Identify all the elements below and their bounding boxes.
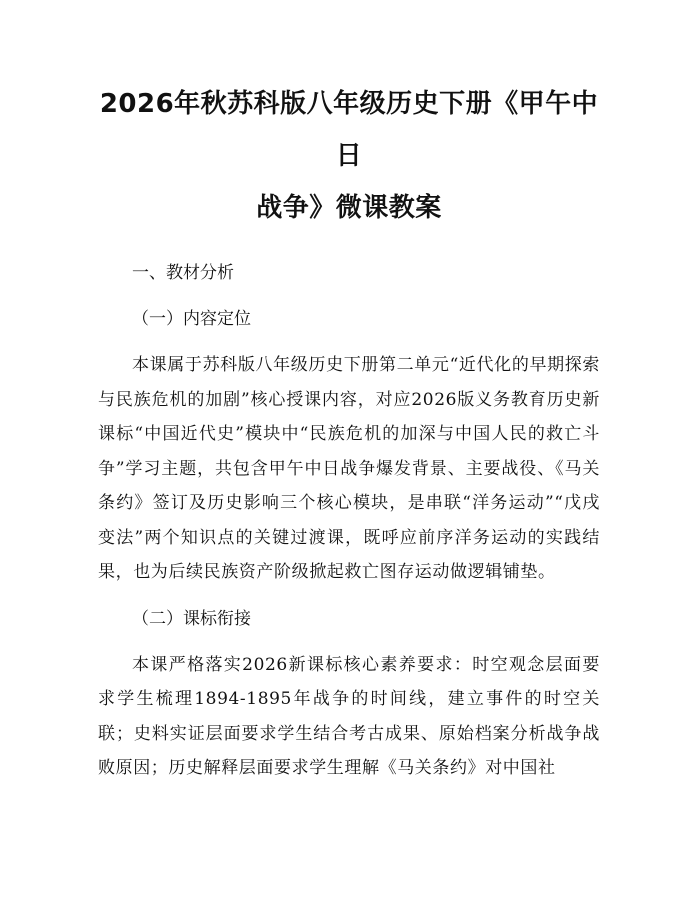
document-title [98, 78, 600, 234]
title-line-1: 2026年秋苏科版八年级历史下册《甲午中日 [99, 89, 599, 171]
section-heading-teaching-material-analysis: 一、教材分析 [132, 263, 234, 283]
title-line-2: 战争》微课教案 [256, 193, 442, 223]
paragraph-content-positioning: 本课属于苏科版八年级历史下册第二单元“近代化的早期探索与民族危机的加剧”核心授课内容，对应2026版义务教育历史新课标“中国近代史”模块中“民族危机的加深与中国人民的救亡斗争”学习主题，共包含甲午中日战争爆发背景、主要战役、《马关条约》签订及历史影响三个核心模块，是串联“洋务运动”“戊戌变法”两个知识点的关键过渡课，既呼应前序洋务运动的实践结果，也为后续民族资产阶级掀起救亡图存运动做逻辑铺垫。 [98, 355, 600, 582]
subsection-heading-curriculum-alignment: （二）课标衔接 [132, 608, 251, 629]
subsection-heading-content-positioning: （一）内容定位 [132, 309, 251, 329]
paragraph-curriculum-alignment: 本课严格落实2026新课标核心素养要求：时空观念层面要求学生梳理1894-1895年战争的时间线，建立事件的时空关联；史料实证层面要求学生结合考古成果、原始档案分析战争战败原因；历史解释层面要求学生理解《马关条约》对中国社 [98, 654, 600, 778]
